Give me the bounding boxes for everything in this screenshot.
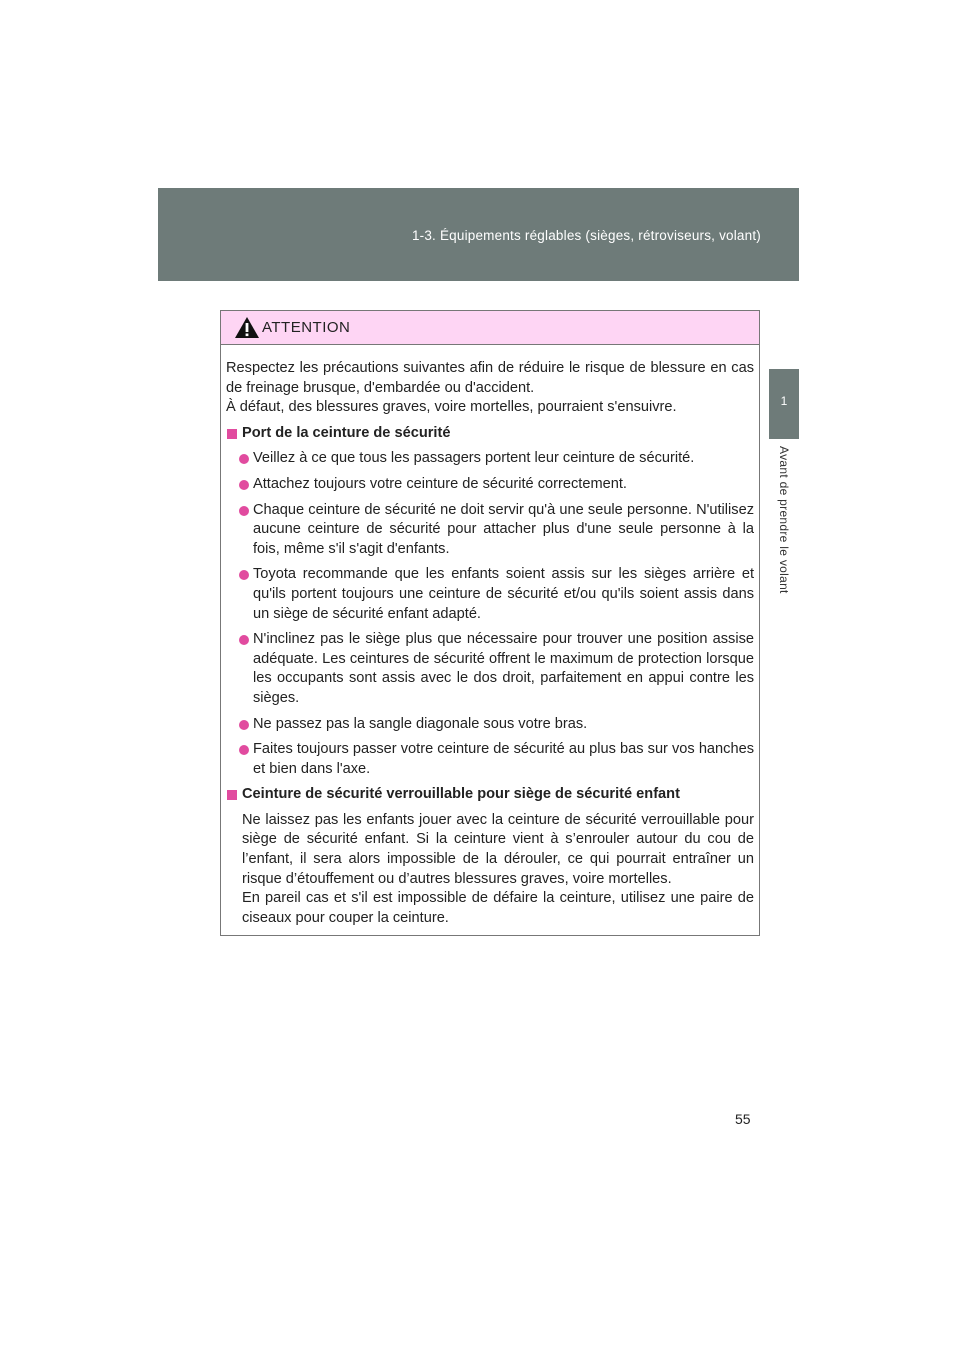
pink-dot-icon [239, 635, 249, 645]
list-item [226, 740, 754, 779]
list-item [226, 475, 754, 495]
pink-dot-icon [239, 454, 249, 464]
pink-dot-icon [239, 745, 249, 755]
list-item [226, 565, 754, 624]
list-item [226, 449, 754, 469]
list-item-text: Toyota recommande que les enfants soient assis sur les sièges arrière et qu'ils portent toujours une ceinture de sécurité et/ou qu'ils soient assis dans un siège de sécurité enfant adapté. [253, 566, 754, 622]
section-heading [226, 785, 754, 805]
warning-intro-2: À défaut, des blessures graves, voire mortelles, pourraient s'ensuivre. [226, 399, 677, 416]
pink-dot-icon [239, 506, 249, 516]
section-heading-text: Ceinture de sécurité verrouillable pour siège de sécurité enfant [242, 786, 680, 803]
list-item [226, 630, 754, 708]
warning-triangle-icon [234, 316, 260, 339]
list-item [226, 715, 754, 735]
pink-dot-icon [239, 720, 249, 730]
list-item [226, 501, 754, 560]
list-item-text: Ne passez pas la sangle diagonale sous votre bras. [253, 715, 588, 732]
chapter-number: 1 [780, 394, 788, 408]
list-item-text: N'inclinez pas le siège plus que nécessaire pour trouver une position assise adéquate. Les ceintures de sécurité offrent le maximum de protection lorsque les occupants sont assis avec le dos droit, parfaitement en appui contre les sièges. [253, 631, 754, 706]
page-number: 55 [735, 1111, 751, 1127]
list-item-text: Faites toujours passer votre ceinture de sécurité au plus bas sur vos hanches et bien dans l'axe. [253, 741, 754, 777]
pink-dot-icon [239, 480, 249, 490]
pink-square-icon [227, 429, 237, 439]
chapter-side-label [771, 446, 797, 626]
section-heading-text: Port de la ceinture de sécurité [242, 424, 451, 441]
pink-square-icon [227, 790, 237, 800]
warning-body [221, 345, 759, 928]
section-paragraph: En pareil cas et s'il est impossible de défaire la ceinture, utilisez une paire de ciseaux pour couper la ceinture. [242, 890, 754, 926]
chapter-title: 1-3. Équipements réglables (sièges, rétroviseurs, volant) [411, 228, 761, 243]
warning-box [220, 310, 760, 936]
chapter-side-tab [769, 369, 799, 439]
chapter-side-label-text: Avant de prendre le volant [777, 446, 791, 594]
list-item-text: Attachez toujours votre ceinture de sécurité correctement. [253, 475, 627, 492]
chapter-header-band [158, 188, 799, 281]
warning-title: ATTENTION [262, 319, 351, 336]
section-heading [226, 424, 754, 444]
list-item-text: Chaque ceinture de sécurité ne doit servir qu'à une seule personne. N'utilisez aucune ceinture de sécurité pour attacher plus d'une seule personne à la fois, même s'il s'agit d'enfants. [253, 501, 754, 557]
section-paragraph: Ne laissez pas les enfants jouer avec la ceinture de sécurité verrouillable pour siège de sécurité enfant. Si la ceinture vient à s’enrouler autour du cou de l’enfant, il sera alors impossible de la dérouler, ce qui pourrait entraîner un risque d’étouffement ou d’autres blessures graves, voire mortelles. [242, 811, 754, 887]
pink-dot-icon [239, 570, 249, 580]
warning-intro: Respectez les précautions suivantes afin de réduire le risque de blessure en cas de freinage brusque, d'embardée ou d'accident. [226, 360, 754, 396]
warning-header [221, 311, 759, 345]
list-item-text: Veillez à ce que tous les passagers portent leur ceinture de sécurité. [253, 450, 695, 467]
